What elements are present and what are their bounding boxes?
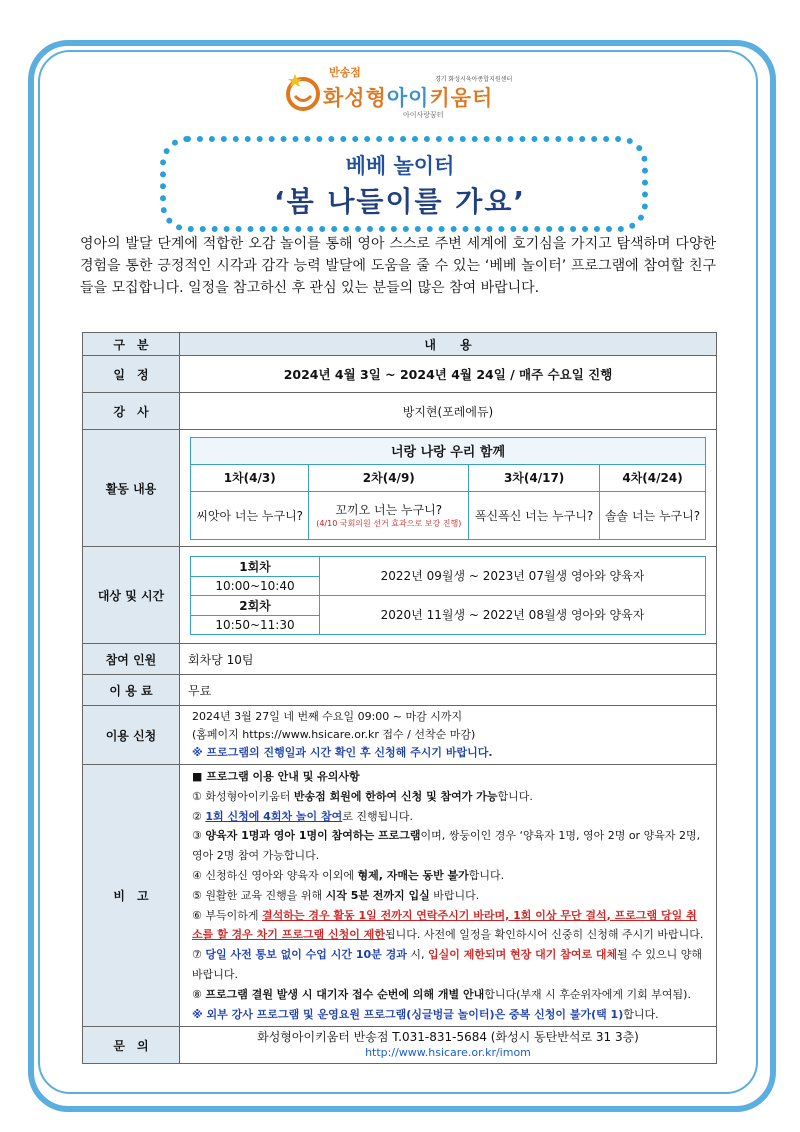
logo — [285, 62, 545, 122]
round-1-title: 씨앗아 너는 누구니? — [191, 491, 309, 539]
round-2-cell — [309, 491, 469, 539]
page-title: ‘봄 나들이를 가요’ — [273, 185, 527, 218]
capacity-value: 회차당 10팀 — [180, 644, 717, 675]
session-1-time: 10:00~10:40 — [191, 576, 320, 595]
session-1-target: 2022년 09월생 ~ 2023년 07월생 영아와 양육자 — [320, 556, 706, 595]
note-1: ① 화성형아이키움터 반송점 회원에 한하여 신청 및 참여가 가능합니다. — [192, 789, 533, 803]
row-activity — [83, 430, 717, 547]
sessions-table — [190, 556, 706, 635]
header-category: 구 분 — [83, 333, 180, 356]
session-2-target: 2020년 11월생 ~ 2022년 08월생 영아와 양육자 — [320, 595, 706, 634]
contact-cell — [180, 1027, 717, 1064]
activity-theme: 너랑 나랑 우리 함께 — [191, 437, 706, 464]
apply-cell — [180, 706, 717, 765]
note-3: ③ 양육자 1명과 영아 1명이 참여하는 프로그램이며, 쌍둥이인 경우 ‘양육자 1명, 영아 2명 or 양육자 2명, 영아 2명 참여 가능합니다. — [192, 829, 701, 863]
instructor-label: 강 사 — [83, 393, 180, 430]
session-1-name: 1회차 — [191, 556, 320, 576]
row-notes — [83, 765, 717, 1027]
row-contact — [83, 1027, 717, 1064]
schedule-value: 2024년 4월 3일 ~ 2024년 4월 24일 / 매주 수요일 진행 — [180, 356, 717, 393]
header-content: 내 용 — [180, 333, 717, 356]
round-2-label: 2차(4/9) — [309, 464, 469, 491]
notes-heading: ■ 프로그램 이용 안내 및 유의사항 — [192, 770, 360, 783]
apply-line-2: (홈페이지 https://www.hsicare.or.kr 접수 / 선착순 마감) — [192, 728, 476, 741]
apply-label: 이용 신청 — [83, 706, 180, 765]
logo-name: 화성형아이키움터 — [323, 86, 494, 110]
contact-line: 화성형아이키움터 반송점 T.031-831-5684 (화성시 동탄반석로 31 3층) — [257, 1030, 639, 1045]
row-capacity — [83, 644, 717, 675]
fee-value: 무료 — [180, 675, 717, 706]
round-3-title: 폭신폭신 너는 누구니? — [469, 491, 600, 539]
round-2-title: 꼬끼오 너는 누구니? — [335, 503, 443, 517]
logo-tagline: 아이사랑꿈터 — [403, 111, 444, 119]
round-4-title: 솔솔 너는 누구니? — [600, 491, 706, 539]
note-6: ⑥ 부득이하게 결석하는 경우 활동 1일 전까지 연락주시기 바라며, 1회 이상 무단 결석, 프로그램 당일 취소를 할 경우 차기 프로그램 신청이 제한됩니다. 사전에 일정을 확인하시어 신중히 신청해 주시기 바랍니다. — [192, 908, 704, 942]
note-5: ⑤ 원활한 교육 진행을 위해 시작 5분 전까지 입실 바랍니다. — [192, 888, 480, 902]
row-instructor — [83, 393, 717, 430]
contact-link[interactable]: http://www.hsicare.or.kr/imom — [365, 1046, 531, 1060]
activity-cell — [180, 430, 717, 547]
capacity-label: 참여 인원 — [83, 644, 180, 675]
round-2-note: (4/10 국회의원 선거 효과으로 보강 진행) — [316, 519, 462, 528]
target-label: 대상 및 시간 — [83, 547, 180, 644]
notes-label: 비 고 — [83, 765, 180, 1027]
smile-logo-icon — [285, 74, 325, 114]
note-8: ⑧ 프로그램 결원 발생 시 대기자 접수 순번에 의해 개별 안내합니다(부재 시 후순위자에게 기회 부여됨). — [192, 987, 691, 1001]
apply-line-1: 2024년 3월 27일 네 번째 수요일 09:00 ~ 마감 시까지 — [192, 710, 463, 723]
row-fee — [83, 675, 717, 706]
note-4: ④ 신청하신 영아와 양육자 이외에 형제, 자매는 동반 불가합니다. — [192, 868, 505, 882]
logo-org: 경기 화성시육아종합지원센터 — [435, 76, 513, 83]
round-1-label: 1차(4/3) — [191, 464, 309, 491]
activity-table — [190, 437, 706, 540]
schedule-label: 일 정 — [83, 356, 180, 393]
session-2-name: 2회차 — [191, 595, 320, 615]
note-2: ② 1회 신청에 4회차 놀이 참여로 진행됩니다. — [192, 809, 413, 823]
notes-cell — [180, 765, 717, 1027]
instructor-value: 방지현(포레에듀) — [180, 393, 717, 430]
fee-label: 이 용 료 — [83, 675, 180, 706]
row-target — [83, 547, 717, 644]
row-schedule — [83, 356, 717, 393]
note-7: ⑦ 당일 사전 통보 없이 수업 시간 10분 경과 시, 입실이 제한되며 현장 대기 참여로 대체될 수 있으니 양해 바랍니다. — [192, 948, 703, 981]
row-apply — [83, 706, 717, 765]
page-subtitle: 베베 놀이터 — [345, 154, 455, 178]
session-2-time: 10:50~11:30 — [191, 615, 320, 634]
activity-label: 활동 내용 — [83, 430, 180, 547]
contact-label: 문 의 — [83, 1027, 180, 1064]
table-header — [83, 333, 717, 356]
logo-branch: 반송점 — [329, 66, 361, 79]
intro-paragraph: 영아의 발달 단계에 적합한 오감 놀이를 통해 영아 스스로 주변 세계에 호기심을 가지고 탐색하며 다양한 경험을 통한 긍정적인 시각과 감각 능력 발달에 도움을 줄 수 있는 ‘베베 놀이터’ 프로그램에 참여할 친구들을 모집합니다. 일정을 참고하신 후 관심 있는 분들의 많은 참여 바랍니다. — [80, 236, 716, 296]
target-cell — [180, 547, 717, 644]
round-4-label: 4차(4/24) — [600, 464, 706, 491]
round-3-label: 3차(4/17) — [469, 464, 600, 491]
note-9: ※ 외부 강사 프로그램 및 운영요원 프로그램(싱글벙글 놀이터)은 중복 신청이 불가(택 1)합니다. — [192, 1007, 659, 1021]
info-table — [82, 332, 717, 1064]
apply-line-3: ※ 프로그램의 진행일과 시간 확인 후 신청해 주시기 바랍니다. — [192, 746, 493, 759]
